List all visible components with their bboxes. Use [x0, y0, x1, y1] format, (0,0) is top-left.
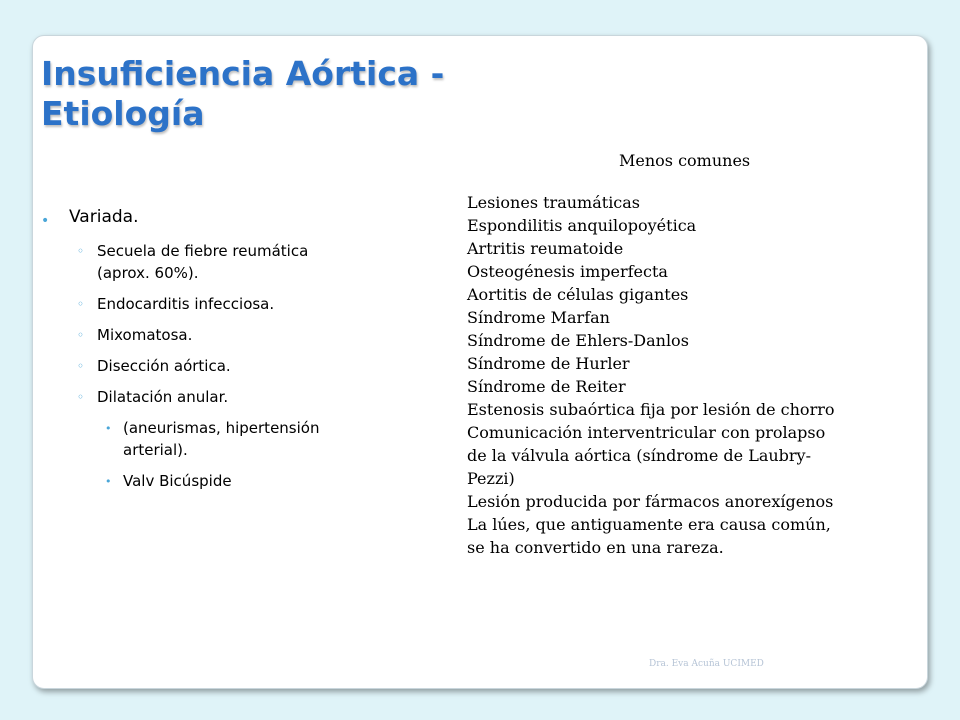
- right-lines: [467, 191, 917, 559]
- bullet-icon: ◦: [77, 328, 85, 342]
- list-item: [33, 470, 383, 492]
- slide-card: [32, 35, 928, 689]
- title-line-2: Etiología: [41, 94, 205, 133]
- text-line: Aortitis de células gigantes: [467, 285, 689, 304]
- bullet-icon: •: [41, 213, 50, 229]
- text-line: La lúes, que antiguamente era causa común,: [467, 515, 831, 534]
- bullet-icon: ◦: [77, 297, 85, 311]
- text-line: Estenosis subaórtica fija por lesión de chorro: [467, 400, 835, 419]
- bullet-icon: •: [105, 422, 112, 435]
- text-line: Síndrome de Ehlers-Danlos: [467, 331, 689, 350]
- text-line: Síndrome Marfan: [467, 308, 610, 327]
- text-line: Comunicación interventricular con prolapso: [467, 423, 826, 442]
- list-item: [33, 417, 383, 461]
- list-item-text: Valv Bicúspide: [123, 472, 232, 490]
- list-item-text: Mixomatosa.: [97, 326, 193, 344]
- list-item: [33, 293, 347, 315]
- bullet-icon: •: [105, 475, 112, 488]
- text-line: Artritis reumatoide: [467, 239, 624, 258]
- list-item: [33, 355, 347, 377]
- list-item: [33, 206, 433, 228]
- text-line: se ha convertido en una rareza.: [467, 538, 724, 557]
- text-line: Pezzi): [467, 469, 515, 488]
- list-item-text: Variada.: [69, 207, 139, 227]
- bullet-icon: ◦: [77, 390, 85, 404]
- right-heading: Menos comunes: [619, 151, 751, 170]
- list-item: [33, 386, 347, 408]
- list-item: [33, 324, 347, 346]
- list-item-text: Dilatación anular.: [97, 388, 229, 406]
- left-bullet-list: [33, 206, 433, 501]
- list-item-text: Secuela de fiebre reumática (aprox. 60%).: [97, 242, 309, 282]
- list-item-text: Disección aórtica.: [97, 357, 231, 375]
- slide-footer: Dra. Eva Acuña UCIMED: [649, 659, 764, 669]
- text-line: Lesiones traumáticas: [467, 193, 641, 212]
- title-line-1: Insuficiencia Aórtica -: [41, 54, 445, 93]
- list-item-text: Endocarditis infecciosa.: [97, 295, 275, 313]
- text-line: Lesión producida por fármacos anorexígenos: [467, 492, 834, 511]
- text-line: de la válvula aórtica (síndrome de Laubry-: [467, 446, 811, 465]
- text-line: Síndrome de Hurler: [467, 354, 630, 373]
- bullet-icon: ◦: [77, 244, 85, 258]
- text-line: Síndrome de Reiter: [467, 377, 626, 396]
- list-item: [33, 240, 347, 284]
- list-item-text: (aneurismas, hipertensión arterial).: [123, 419, 320, 459]
- bullet-icon: ◦: [77, 359, 85, 373]
- right-text-block: [467, 150, 917, 559]
- slide-title: [41, 54, 661, 134]
- text-line: Osteogénesis imperfecta: [467, 262, 668, 281]
- text-line: Espondilitis anquilopoyética: [467, 216, 697, 235]
